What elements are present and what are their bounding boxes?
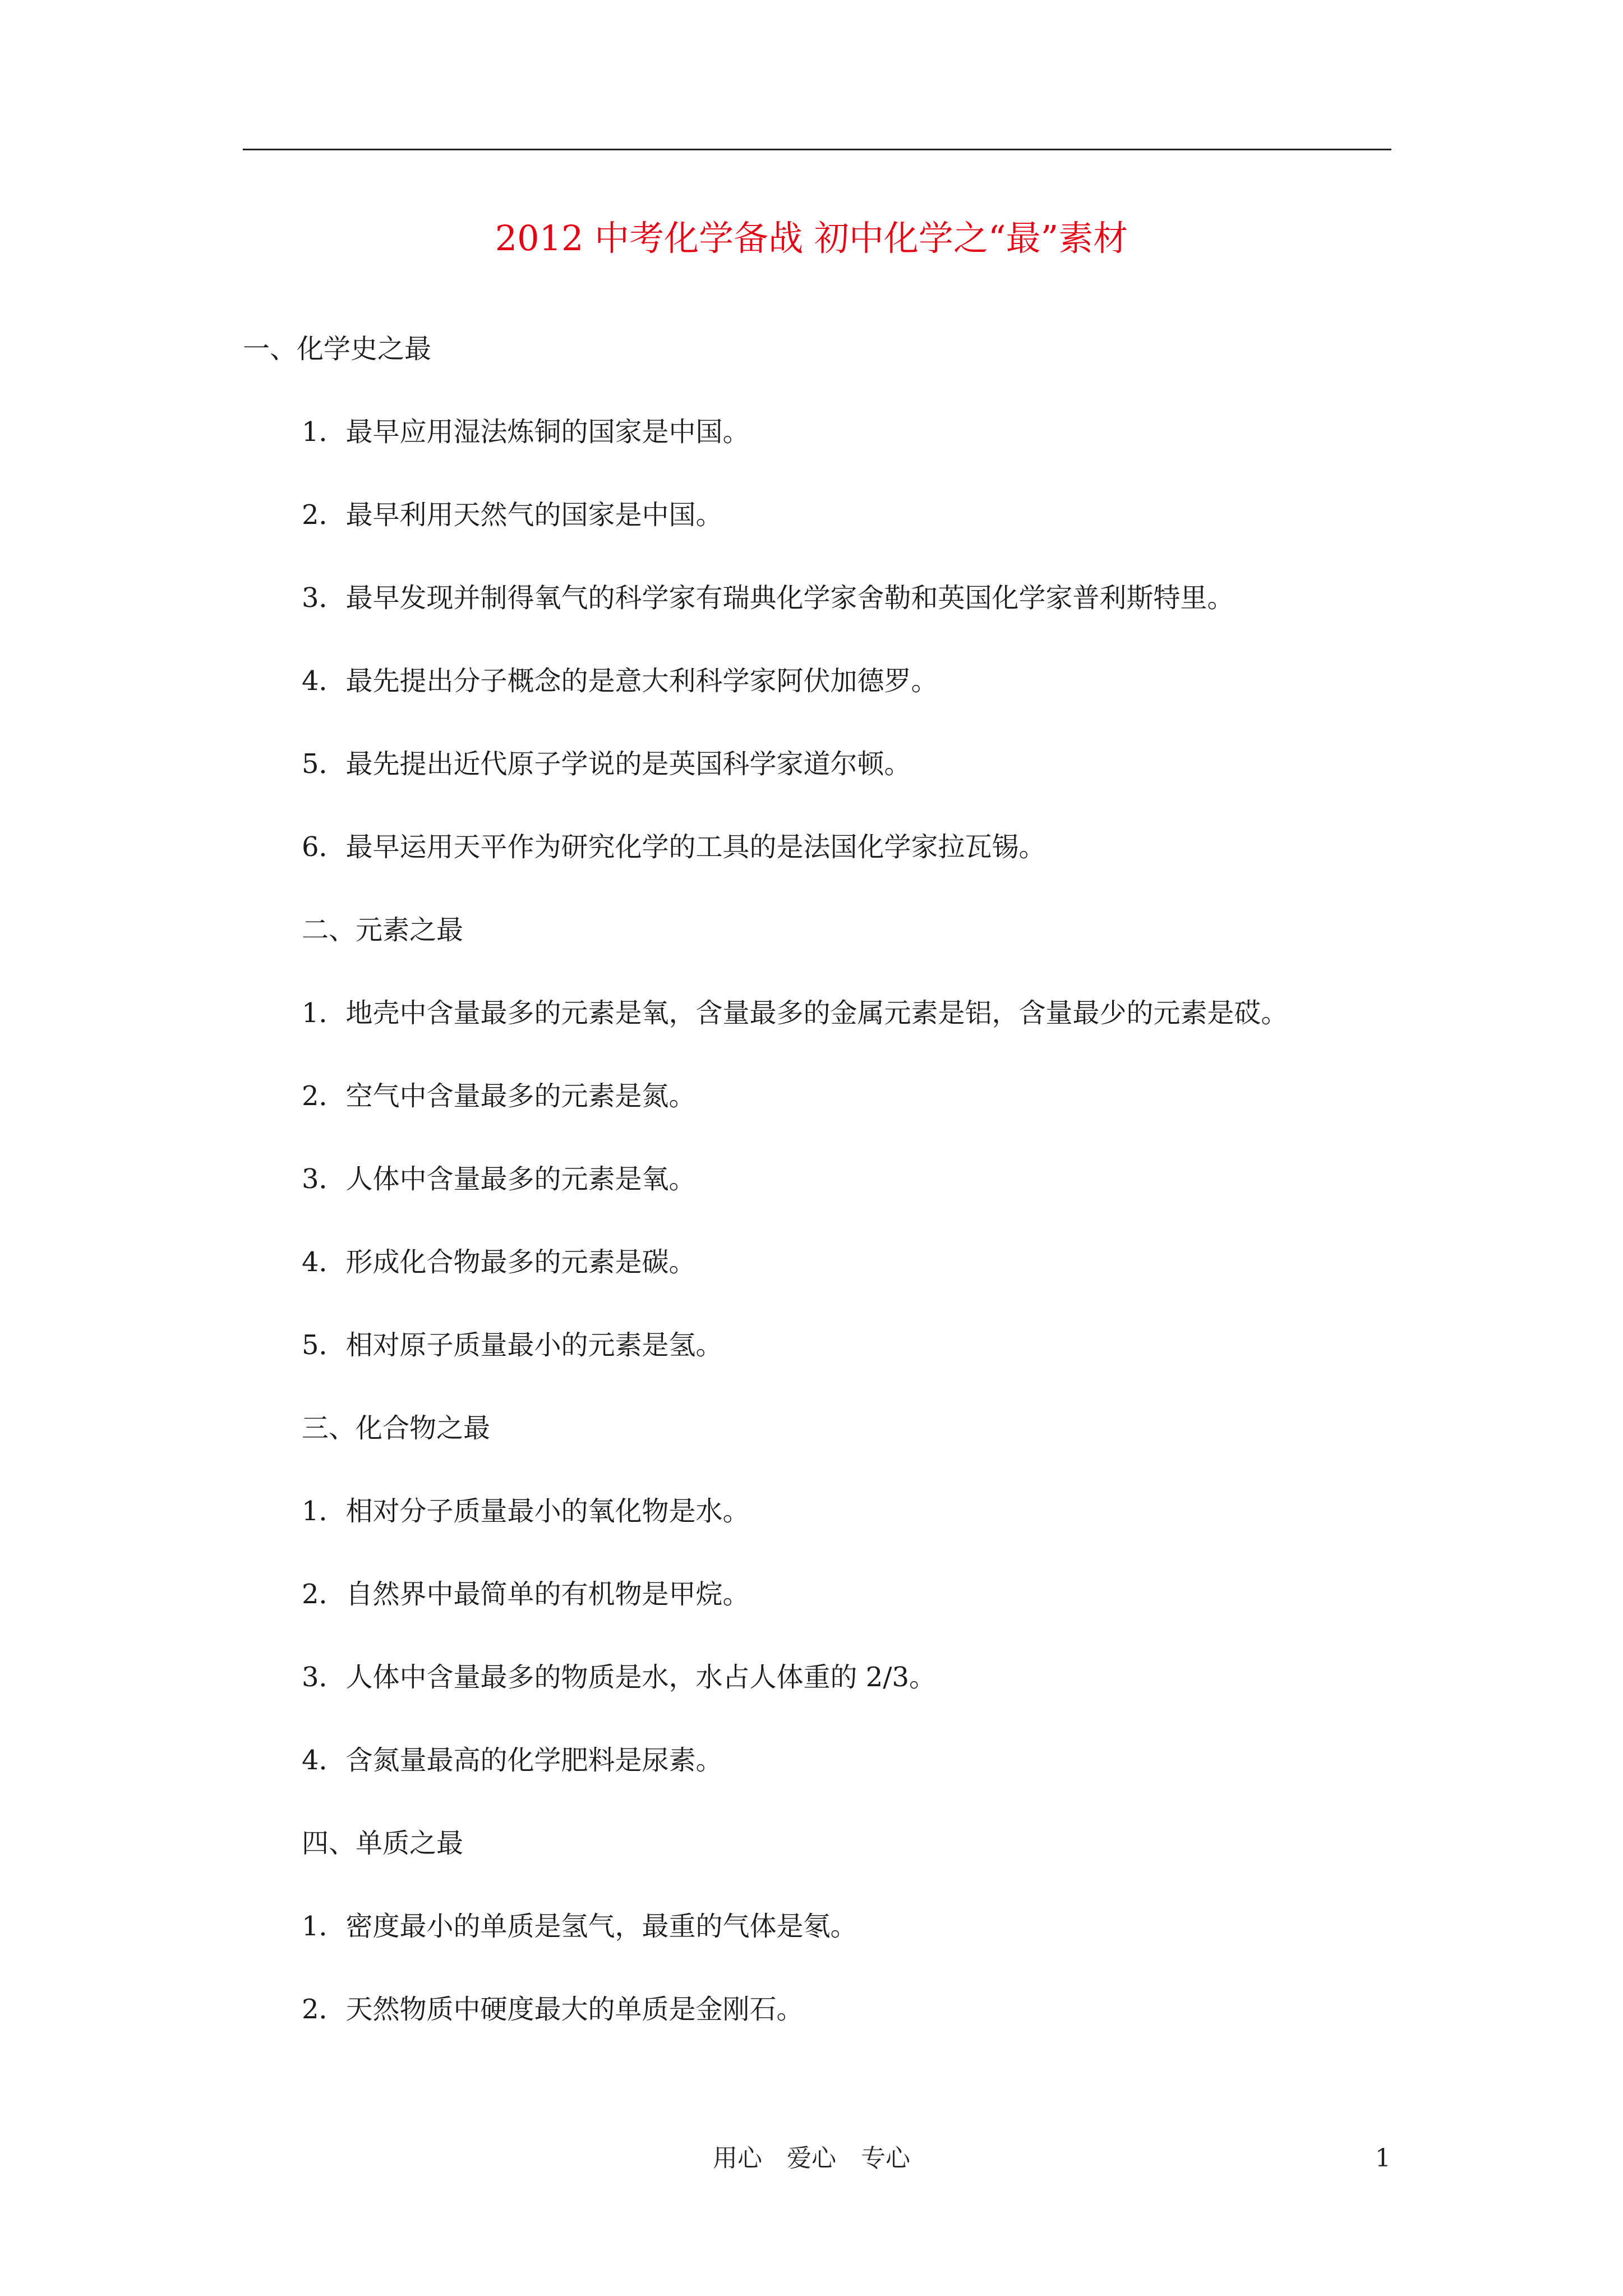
list-item: 4．最先提出分子概念的是意大利科学家阿伏加德罗。 [302, 665, 938, 697]
list-item: 2．最早利用天然气的国家是中国。 [302, 499, 723, 531]
footer-text: 用心 爱心 专心 [713, 2144, 910, 2173]
section-heading-compounds: 三、化合物之最 [302, 1412, 491, 1444]
list-item: 5．相对原子质量最小的元素是氢。 [302, 1329, 723, 1361]
list-item: 1．地壳中含量最多的元素是氧，含量最多的金属元素是铝，含量最少的元素是砹。 [302, 997, 1288, 1029]
list-item: 1．密度最小的单质是氢气，最重的气体是氡。 [302, 1911, 857, 1942]
document-title: 2012 中考化学备战 初中化学之“最”素材 [495, 218, 1128, 259]
list-item: 2．空气中含量最多的元素是氮。 [302, 1080, 696, 1112]
list-item: 2．天然物质中硬度最大的单质是金刚石。 [302, 1994, 804, 2025]
list-item: 4．形成化合物最多的元素是碳。 [302, 1246, 696, 1278]
header-rule [243, 149, 1391, 150]
list-item: 3．人体中含量最多的物质是水，水占人体重的 2/3。 [302, 1662, 937, 1693]
list-item: 4．含氮量最高的化学肥料是尿素。 [302, 1745, 723, 1776]
list-item: 1．相对分子质量最小的氧化物是水。 [302, 1496, 750, 1527]
list-item: 3．最早发现并制得氧气的科学家有瑞典化学家舍勒和英国化学家普利斯特里。 [302, 582, 1234, 614]
section-heading-history: 一、化学史之最 [243, 333, 432, 365]
list-item: 2．自然界中最简单的有机物是甲烷。 [302, 1579, 750, 1610]
list-item: 5．最先提出近代原子学说的是英国科学家道尔顿。 [302, 748, 911, 780]
list-item: 6．最早运用天平作为研究化学的工具的是法国化学家拉瓦锡。 [302, 831, 1046, 863]
list-item: 3．人体中含量最多的元素是氧。 [302, 1163, 696, 1195]
page-number: 1 [1375, 2144, 1391, 2173]
list-item: 1．最早应用湿法炼铜的国家是中国。 [302, 416, 750, 448]
section-heading-elements: 二、元素之最 [302, 914, 464, 946]
section-heading-elementary-substances: 四、单质之最 [302, 1828, 464, 1859]
